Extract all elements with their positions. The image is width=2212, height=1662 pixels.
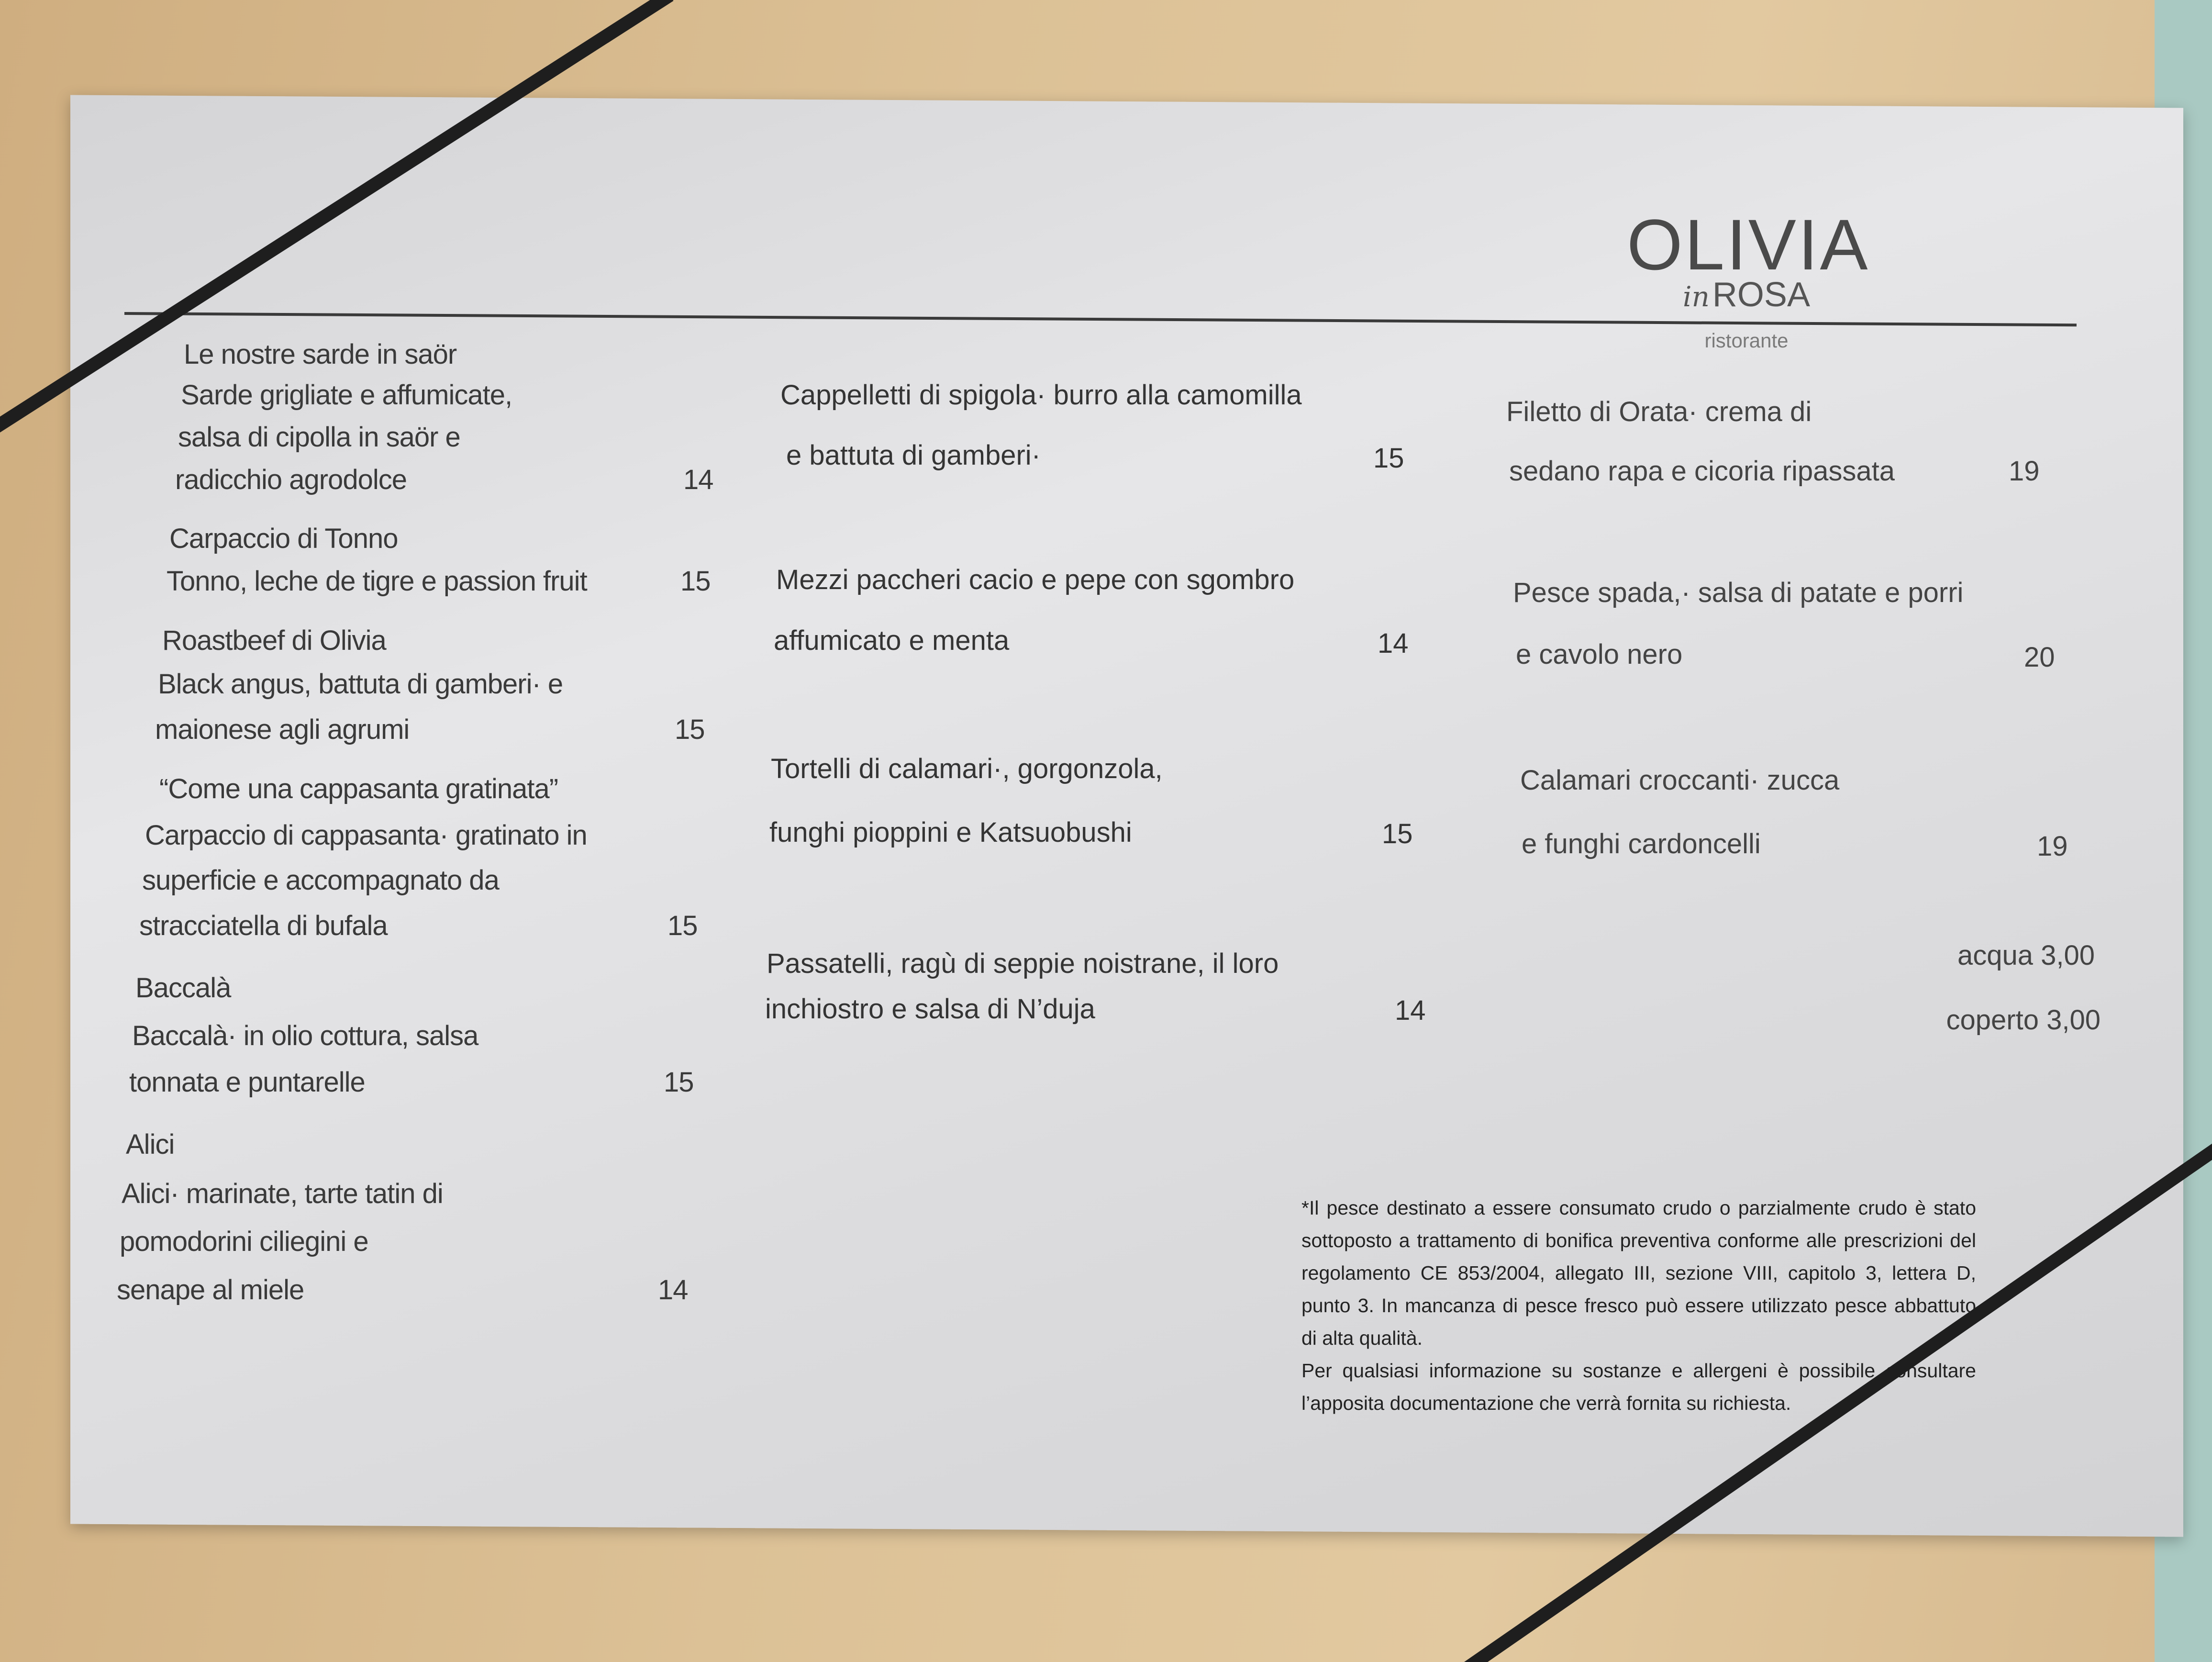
dish-description: radicchio agrodolce [175,464,407,495]
elastic-band-top-left [0,0,670,431]
dish-description: maionese agli agrumi [155,714,410,745]
dish-description: Carpaccio di cappasanta· gratinato in [145,820,587,851]
dish-title: “Come una cappasanta gratinata” [159,773,558,804]
dish-line: Tortelli di calamari·, gorgonzola, [771,753,1163,784]
logo-tagline: ristorante [1704,329,1789,352]
dish-description: salsa di cipolla in saör e [178,422,460,453]
dish-line: Passatelli, ragù di seppie noistrane, il loro [767,948,1279,979]
dish-title: Carpaccio di Tonno [169,523,398,554]
dish-line: e cavolo nero [1516,639,1683,670]
logo-title: OLIVIA [1627,204,1870,285]
dish-description: Black angus, battuta di gamberi· e [158,669,563,700]
dish-price: 14 [1378,628,1409,659]
dish-line: sedano rapa e cicoria ripassata [1509,456,1895,487]
dish-line: inchiostro e salsa di N’duja [765,993,1095,1025]
dish-price: 15 [680,566,711,597]
dish-price: 20 [2024,642,2055,673]
footnote-allergens: Per qualsiasi informazione su sostanze e allergeni è possibile consultare l’apposita documentazione che verrà fornita su richiesta. [1301,1360,1976,1414]
dish-line: Calamari croccanti· zucca [1520,765,1840,796]
dish-description: pomodorini ciliegini e [120,1226,368,1257]
dish-title: Alici [126,1129,175,1160]
dish-description: stracciatella di bufala [139,910,388,941]
dish-price: 14 [1395,995,1426,1026]
elastic-band-bottom-right [1464,1146,2212,1662]
dish-price: 15 [675,714,705,745]
dish-line: Mezzi paccheri cacio e pepe con sgombro [776,564,1295,595]
dish-price: 14 [658,1274,688,1305]
dish-price: 15 [667,910,698,941]
dish-description: senape al miele [117,1274,304,1305]
dish-description: Baccalà· in olio cottura, salsa [132,1020,478,1051]
dish-description: Alici· marinate, tarte tatin di [122,1178,443,1209]
dish-price: 14 [683,464,713,495]
dish-title: Baccalà [135,972,231,1004]
dish-line: funghi pioppini e Katsuobushi [769,817,1132,848]
dish-line: Filetto di Orata· crema di [1506,396,1812,427]
dish-line: Cappelletti di spigola· burro alla camomilla [780,379,1302,411]
dish-price: 19 [2009,456,2040,487]
dish-description: tonnata e puntarelle [129,1067,365,1098]
dish-title: Le nostre sarde in saör [184,339,457,370]
dish-line: affumicato e menta [774,625,1010,656]
dish-description: Sarde grigliate e affumicate, [181,379,512,411]
dish-price: 19 [2037,831,2068,862]
dish-description: superficie e accompagnato da [142,865,499,896]
dish-title: Roastbeef di Olivia [162,625,386,656]
water-price: acqua 3,00 [1957,940,2095,971]
logo-rosa: ROSA [1712,276,1810,314]
logo-script: in [1683,280,1710,313]
dish-line: e funghi cardoncelli [1522,828,1761,859]
dish-line: e battuta di gamberi· [786,440,1041,471]
footnote-raw-fish: *Il pesce destinato a essere consumato crudo o parzialmente crudo è stato sottoposto a trattamento di bonifica preventiva conforme alle prescrizioni del regolamento CE 853/2004, allegato III, sezione VIII, capitolo 3, lettera D, punto 3. In mancanza di pesce fresco può essere utilizzato pesce abbattuto di alta qualità. [1301,1197,1976,1349]
dish-line: Pesce spada,· salsa di patate e porri [1513,577,1964,608]
dish-description: Tonno, leche de tigre e passion fruit [167,566,587,597]
dish-price: 15 [664,1067,694,1098]
dish-price: 15 [1382,818,1413,849]
dish-price: 15 [1373,443,1404,474]
cover-charge: coperto 3,00 [1946,1004,2101,1036]
